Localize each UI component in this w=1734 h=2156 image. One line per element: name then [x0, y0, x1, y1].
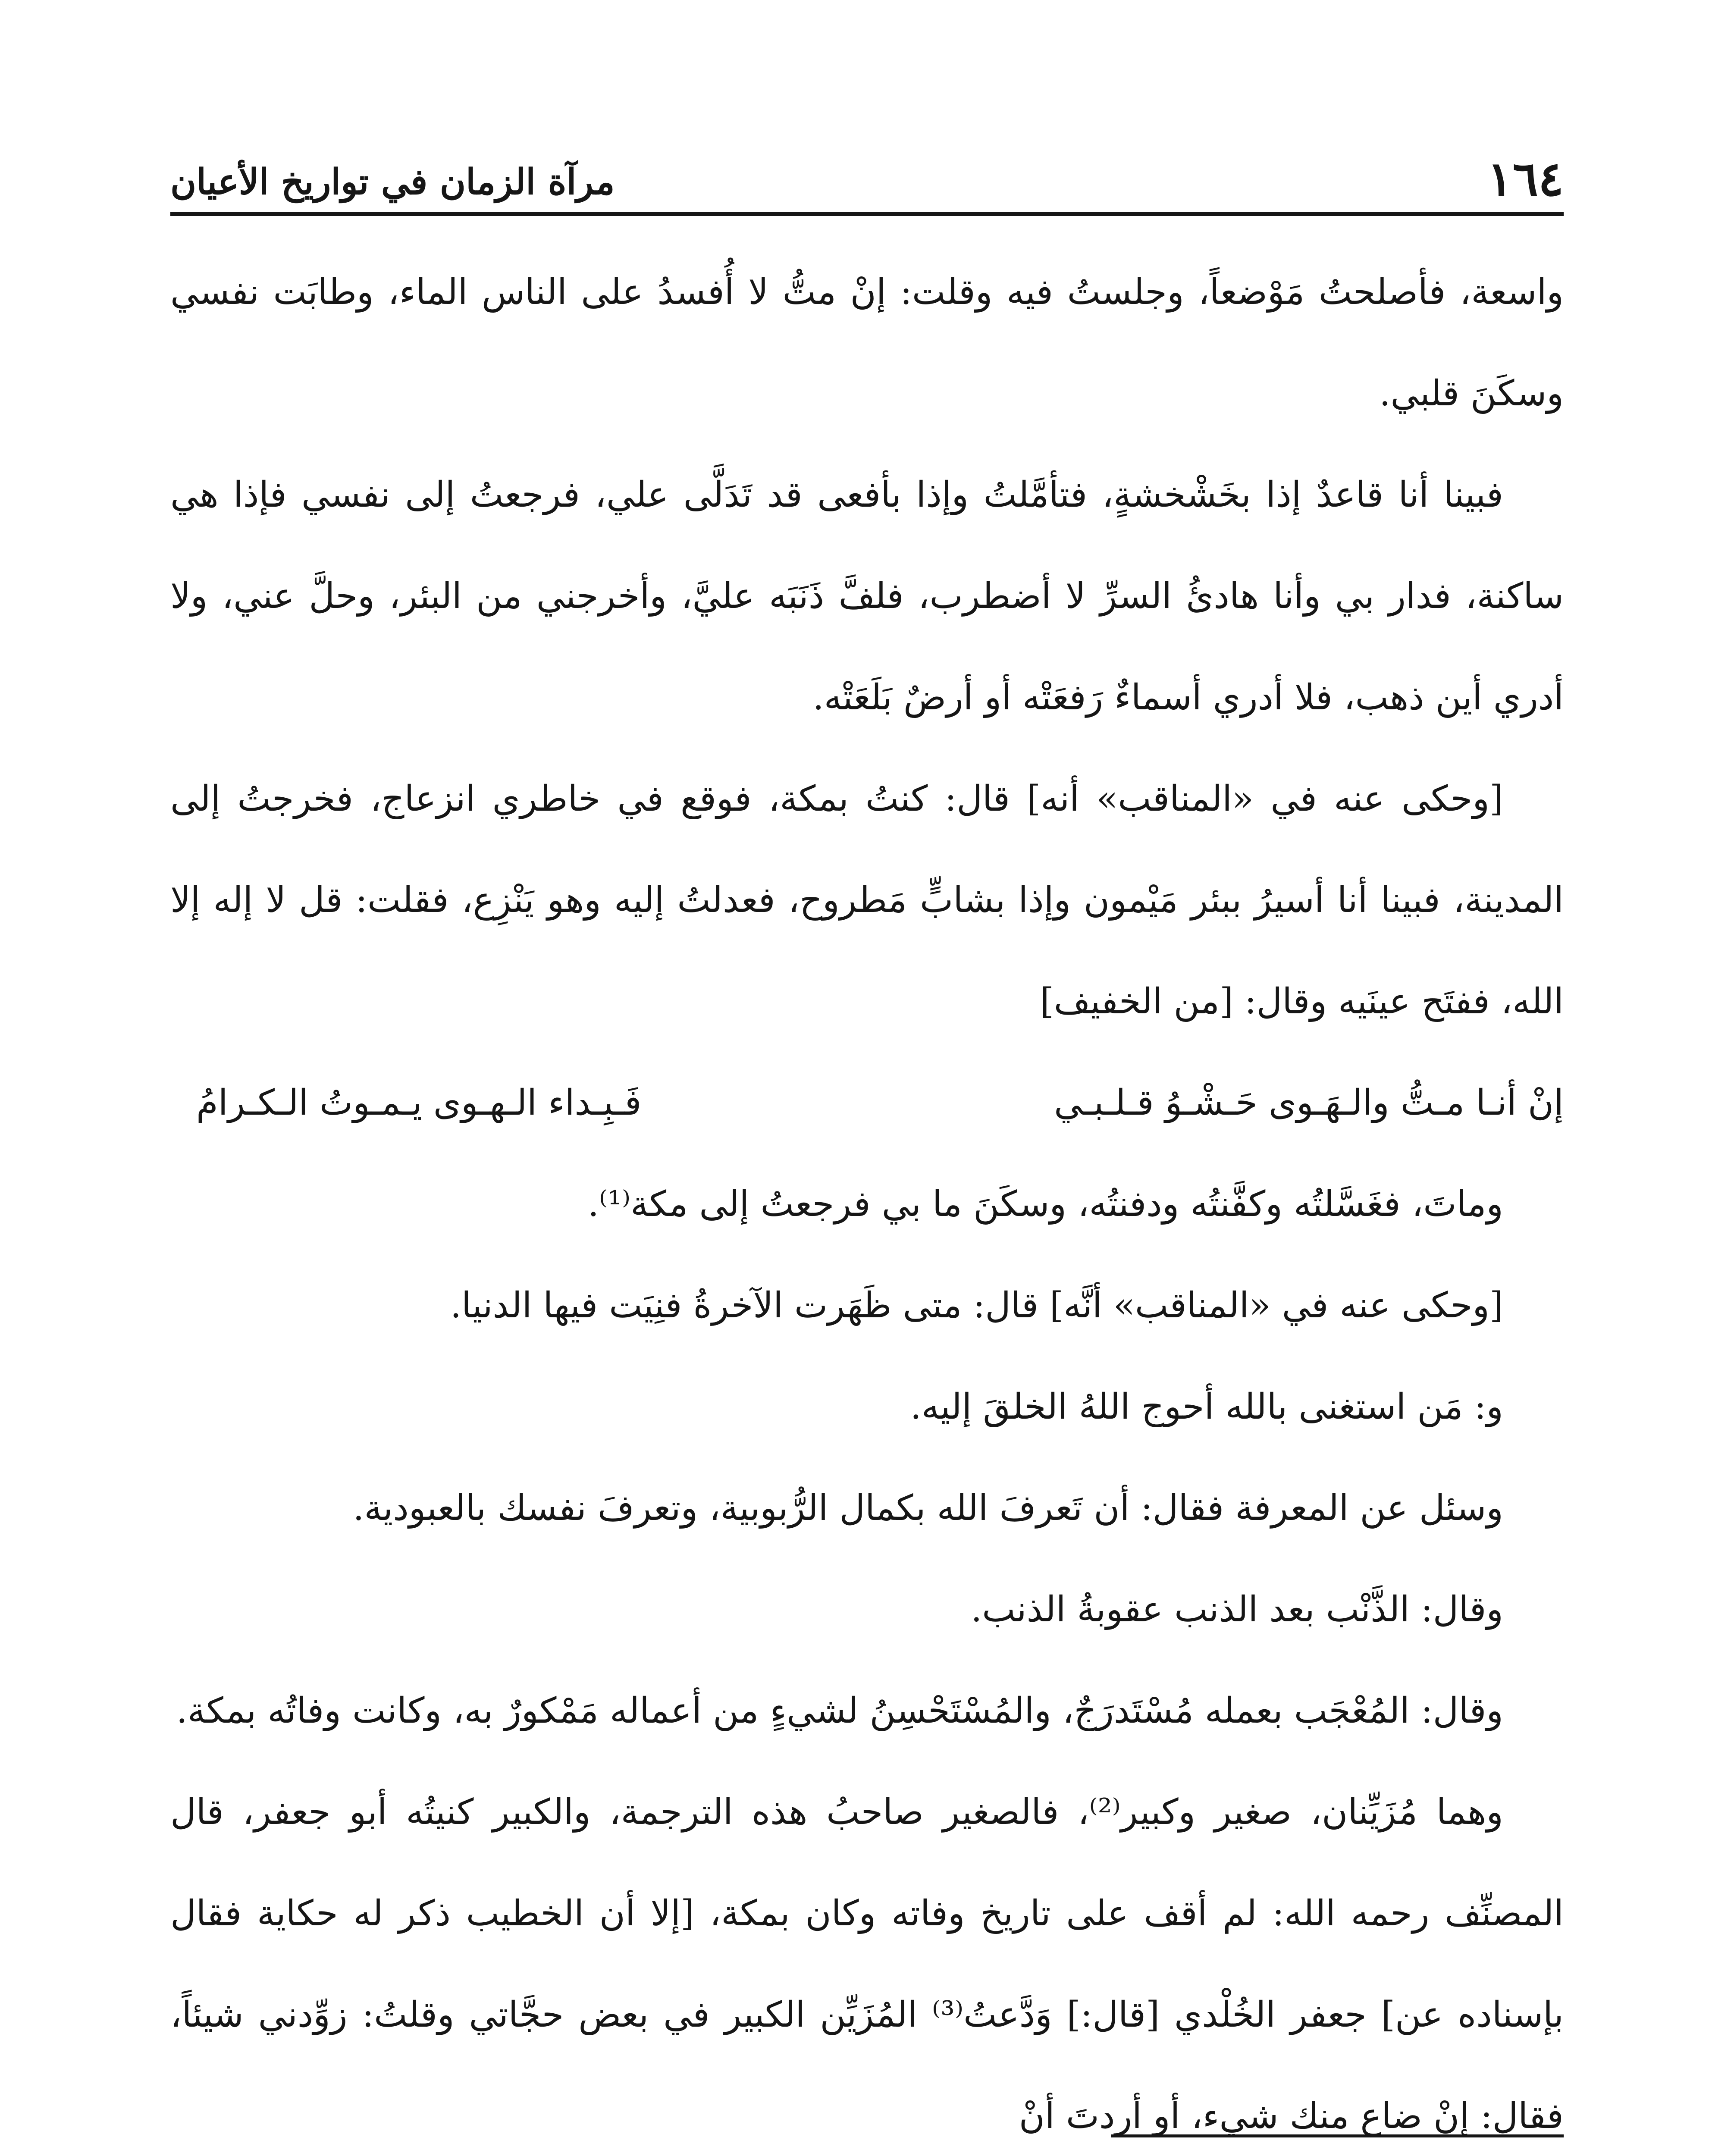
- paragraph: وهما مُزَيِّنان، صغير وكبير⁽²⁾، فالصغير صاحبُ هذه الترجمة، والكبير كنيتُه أبو جعفر، قال المصنِّف رحمه الله: لم أقف على تاريخ وفاته وكان بمكة، [إلا أن الخطيب ذكر له حكاية فقال بإسناده عن] جعفر الخُلْدي [قال:] وَدَّعتُ⁽³⁾ المُزَيِّن الكبير في بعض حجَّاتي وقلتُ: زوِّدني شيئاً، فقال: إنْ ضاع منك شيء، أو أردتَ أنْ: [170, 1792, 1564, 2137]
- running-title: مرآة الزمان في تواريخ الأعيان: [170, 161, 615, 203]
- poem-verse: [170, 1052, 1564, 1153]
- saying: و: مَن استغنى بالله أحوج اللهُ الخلقَ إليه.: [910, 1386, 1503, 1427]
- poem-first-hemistich: إنْ أنـا مـتُّ والـهَـوى حَـشْـوُ قـلـبـي: [1054, 1082, 1564, 1123]
- paragraph: [وحكى عنه في «المناقب» أنه] قال: كنتُ بمكة، فوقع في خاطري انزعاج، فخرجتُ إلى المدينة، فبينا أنا أسيرُ ببئر مَيْمون وإذا بشابٍّ مَطروح، فعدلتُ إليه وهو يَنْزِع، فقلت: قل لا إله إلا الله، ففتَح عينَيه وقال: [من الخفيف]: [170, 778, 1564, 1022]
- page-header: [170, 153, 1564, 205]
- footnote-rule: [1111, 2134, 1564, 2137]
- saying: وقال: الذَّنْب بعد الذنب عقوبةُ الذنب.: [971, 1589, 1503, 1630]
- poem-second-hemistich: فَـبِـداء الـهـوى يـمـوتُ الـكـرامُ: [196, 1082, 642, 1123]
- saying: وقال: المُعْجَب بعمله مُسْتَدرَجٌ، والمُسْتَحْسِنُ لشيءٍ من أعماله مَمْكورٌ به، وكانت وفاتُه بمكة.: [176, 1690, 1503, 1731]
- page-number: ١٦٤: [1487, 151, 1564, 207]
- saying: [وحكى عنه في «المناقب» أنَّه] قال: متى ظَهَرت الآخرةُ فنِيَت فيها الدنيا.: [450, 1285, 1503, 1326]
- paragraph: واسعة، فأصلحتُ مَوْضعاً، وجلستُ فيه وقلت: إنْ متُّ لا أُفسدُ على الناس الماء، وطابَت نفسي وسكَنَ قلبي.: [170, 272, 1564, 414]
- saying: وسئل عن المعرفة فقال: أن تَعرفَ الله بكمال الرُّبوبية، وتعرفَ نفسك بالعبودية.: [353, 1488, 1503, 1529]
- paragraph: فبينا أنا قاعدٌ إذا بخَشْخشةٍ، فتأمَّلتُ وإذا بأفعى قد تَدَلَّى علي، فرجعتُ إلى نفسي فإذا هي ساكنة، فدار بي وأنا هادئُ السرِّ لا أضطرب، فلفَّ ذَنَبَه عليَّ، وأخرجني من البئر، وحلَّ عني، ولا أدري أين ذهب، فلا أدري أسماءٌ رَفعَتْه أو أرضٌ بَلَعَتْه.: [170, 474, 1564, 718]
- main-text: [170, 241, 1564, 2156]
- header-rule: [170, 212, 1564, 216]
- paragraph: وماتَ، فغَسَّلتُه وكفَّنتُه ودفنتُه، وسكَنَ ما بي فرجعتُ إلى مكة⁽¹⁾.: [587, 1184, 1503, 1225]
